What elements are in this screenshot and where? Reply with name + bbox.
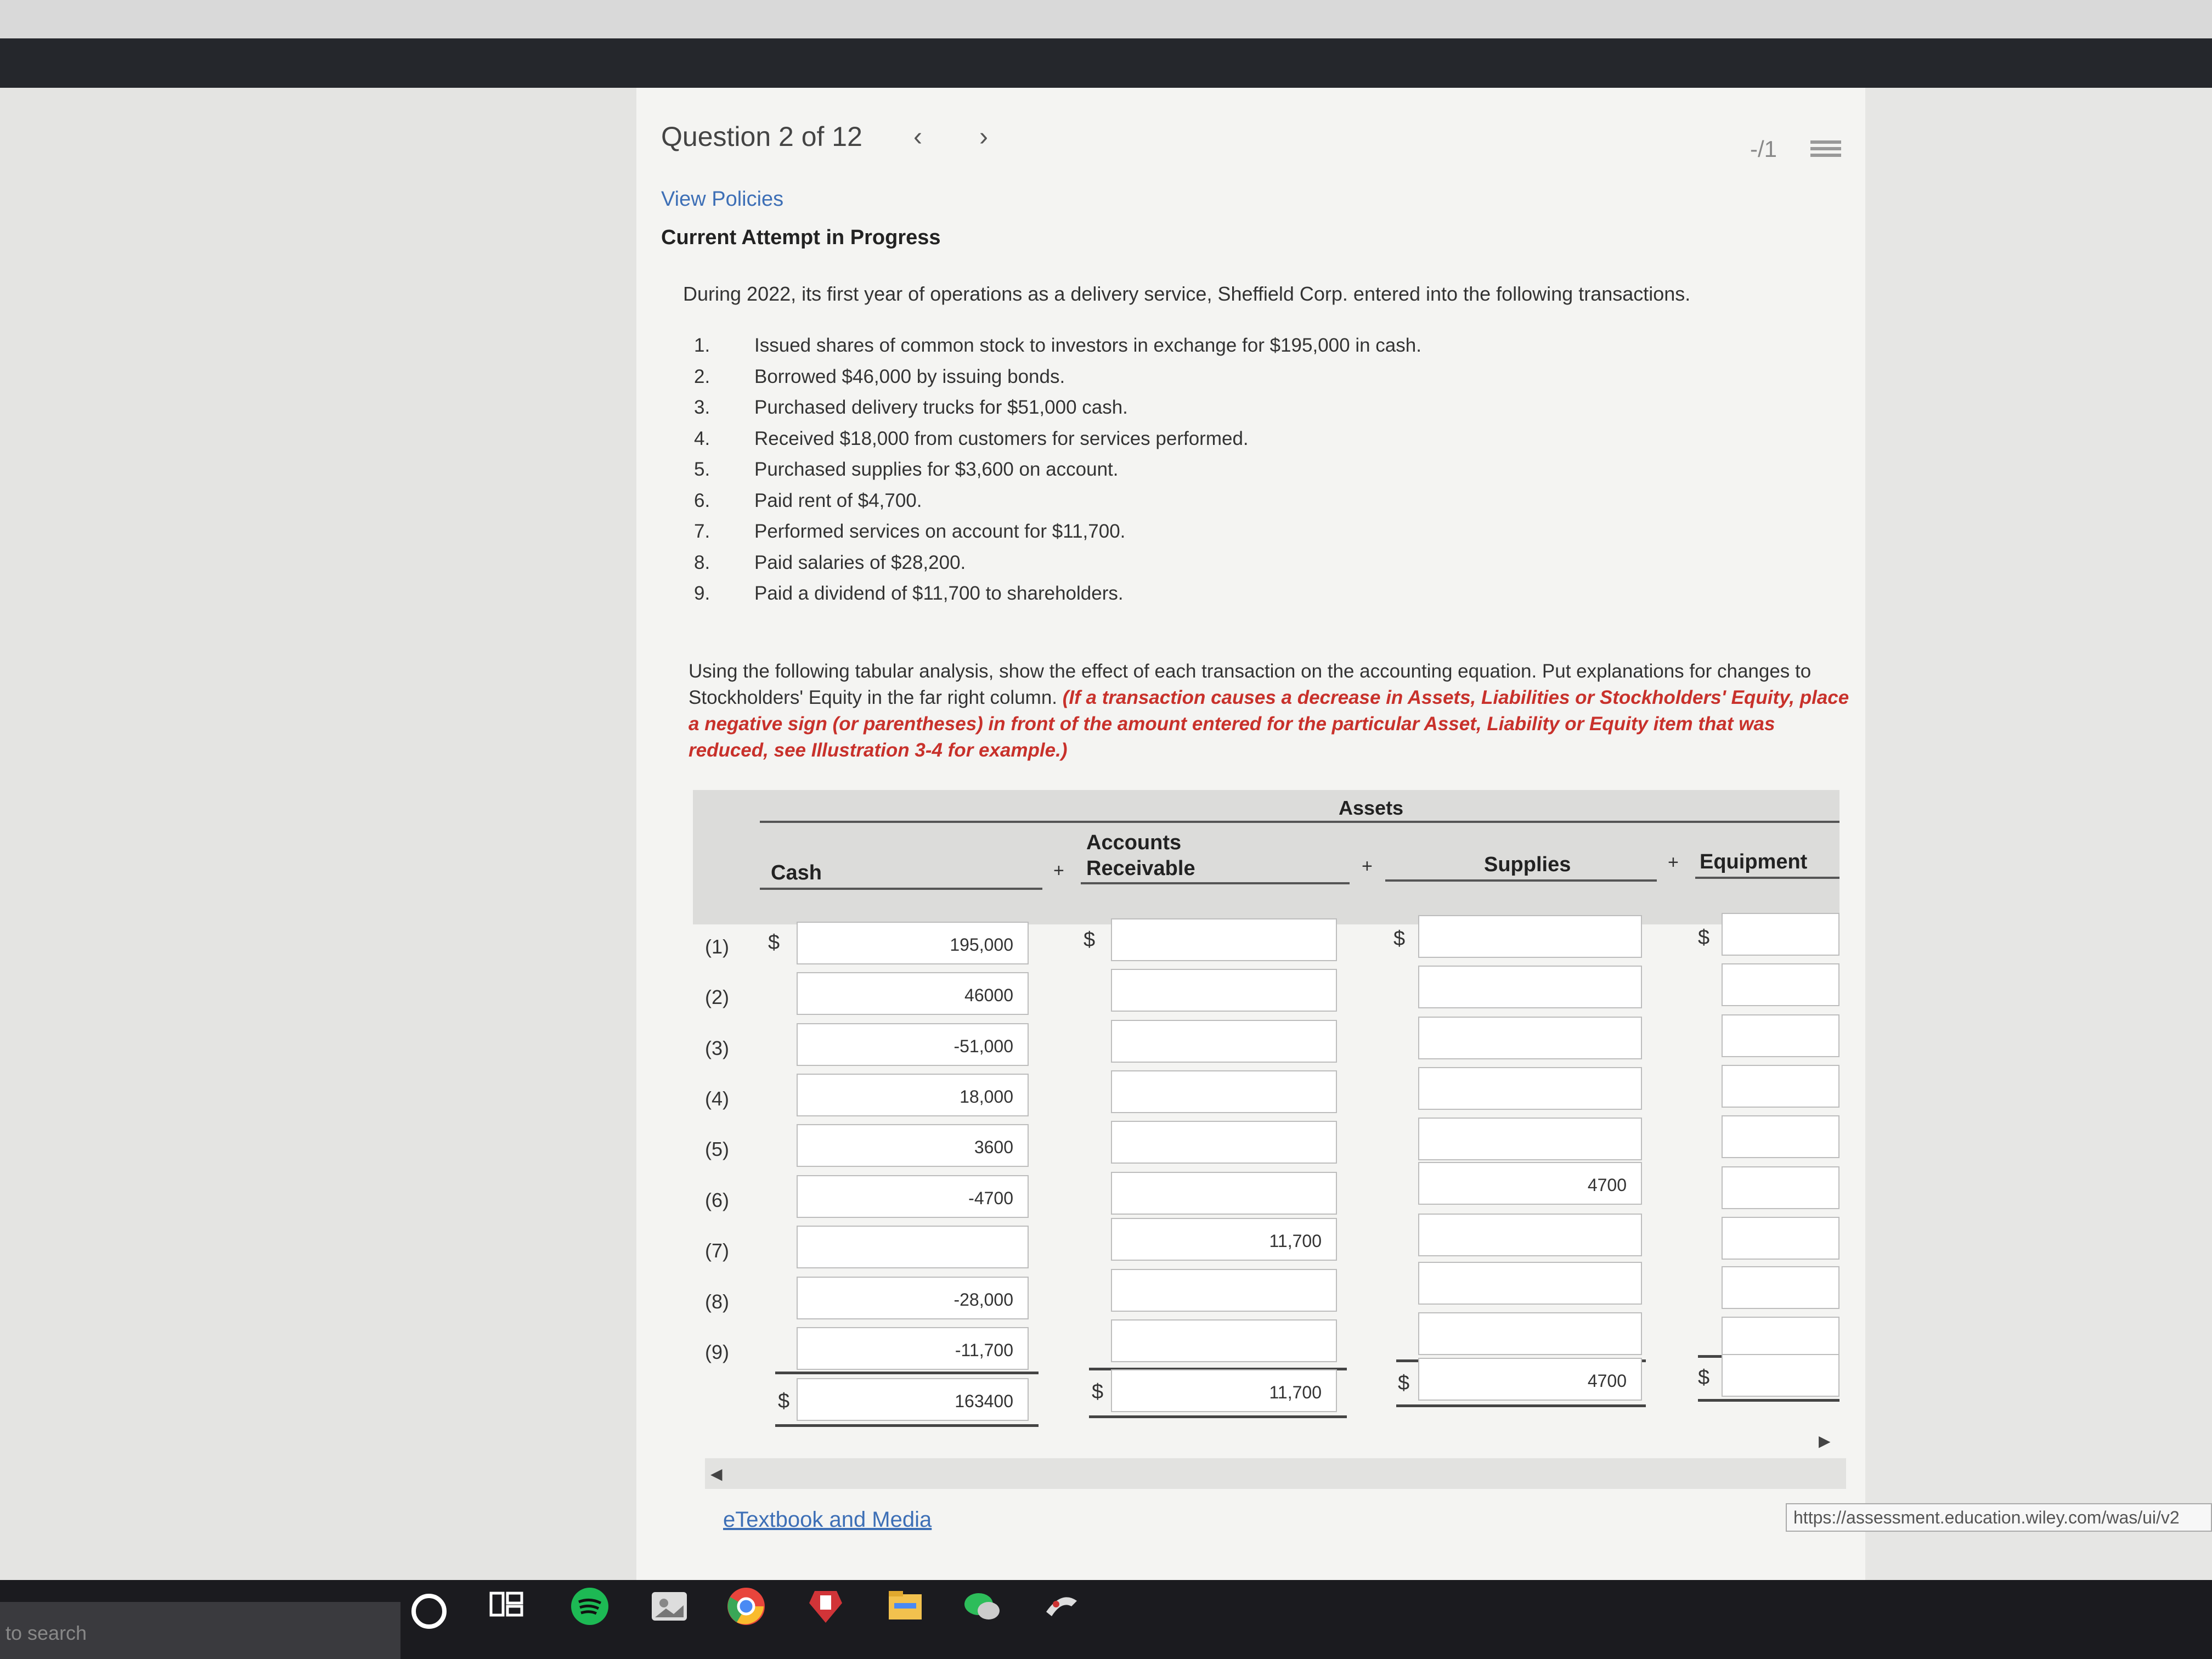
list-item: 2. Borrowed $46,000 by issuing bonds. bbox=[694, 365, 1065, 387]
prev-question-button[interactable]: ‹ bbox=[913, 122, 922, 151]
cash-input[interactable]: -51,000 bbox=[797, 1023, 1029, 1066]
row-label: (6) bbox=[705, 1189, 729, 1211]
equipment-input[interactable] bbox=[1722, 1065, 1839, 1108]
question-label: Question 2 of 12 bbox=[661, 121, 862, 152]
row-label: (2) bbox=[705, 986, 729, 1008]
ar-input[interactable] bbox=[1111, 1121, 1337, 1164]
supplies-input[interactable] bbox=[1418, 1214, 1642, 1256]
cash-input[interactable]: 195,000 bbox=[797, 922, 1029, 964]
right-pane bbox=[1865, 88, 2212, 1580]
dollar-sign: $ bbox=[1092, 1380, 1104, 1403]
task-view-icon[interactable] bbox=[486, 1584, 529, 1628]
cash-input[interactable]: 46000 bbox=[797, 972, 1029, 1015]
supplies-input[interactable]: 4700 bbox=[1418, 1162, 1642, 1205]
cash-input[interactable]: 3600 bbox=[797, 1124, 1029, 1167]
dollar-sign: $ bbox=[768, 931, 780, 954]
supplies-input[interactable] bbox=[1418, 1312, 1642, 1355]
dollar-sign: $ bbox=[778, 1390, 790, 1413]
total-double-rule bbox=[775, 1424, 1039, 1427]
list-item: 1. Issued shares of common stock to investors in exchange for $195,000 in cash. bbox=[694, 335, 1421, 356]
taskbar-search[interactable]: to search bbox=[0, 1602, 400, 1659]
spotify-icon[interactable] bbox=[568, 1584, 612, 1628]
list-item: 7. Performed services on account for $11,700. bbox=[694, 521, 1126, 542]
row-label: (4) bbox=[705, 1087, 729, 1110]
messaging-icon[interactable] bbox=[960, 1584, 1004, 1628]
equipment-header: Equipment bbox=[1700, 850, 1808, 873]
cash-input[interactable]: -4700 bbox=[797, 1175, 1029, 1218]
ar-input[interactable]: 11,700 bbox=[1111, 1218, 1337, 1261]
dollar-sign: $ bbox=[1398, 1372, 1410, 1395]
assets-rule bbox=[760, 821, 1839, 823]
office-icon[interactable] bbox=[804, 1584, 848, 1628]
row-label: (3) bbox=[705, 1037, 729, 1059]
dollar-sign: $ bbox=[1698, 926, 1710, 949]
score-display: -/1 bbox=[1750, 136, 1778, 162]
dollar-sign: $ bbox=[1084, 928, 1096, 951]
list-item: 9. Paid a dividend of $11,700 to shareholders. bbox=[694, 583, 1124, 604]
cash-input[interactable]: 18,000 bbox=[797, 1074, 1029, 1116]
cortana-icon[interactable] bbox=[411, 1594, 447, 1629]
supplies-input[interactable] bbox=[1418, 1262, 1642, 1305]
supplies-header: Supplies bbox=[1484, 853, 1571, 876]
ar-total: 11,700 bbox=[1111, 1369, 1337, 1412]
supplies-header-rule bbox=[1385, 879, 1657, 882]
question-list-icon[interactable] bbox=[1810, 137, 1841, 165]
ar-input[interactable] bbox=[1111, 1269, 1337, 1312]
file-explorer-icon[interactable] bbox=[883, 1584, 927, 1628]
supplies-input[interactable] bbox=[1418, 966, 1642, 1008]
dollar-sign: $ bbox=[1393, 927, 1406, 950]
supplies-total: 4700 bbox=[1418, 1358, 1642, 1401]
scroll-right-icon[interactable]: ▶ bbox=[1819, 1432, 1831, 1449]
equipment-input[interactable] bbox=[1722, 1166, 1839, 1209]
list-item: 6. Paid rent of $4,700. bbox=[694, 489, 922, 511]
cash-total: 163400 bbox=[797, 1378, 1029, 1421]
chrome-icon[interactable] bbox=[724, 1584, 768, 1628]
browser-dark-bar bbox=[0, 38, 2212, 88]
status-url: https://assessment.education.wiley.com/was/ui/v2 bbox=[1786, 1503, 2212, 1532]
row-label: (5) bbox=[705, 1138, 729, 1160]
ar-input[interactable] bbox=[1111, 1070, 1337, 1113]
equipment-total bbox=[1722, 1354, 1839, 1397]
row-label: (8) bbox=[705, 1290, 729, 1313]
cash-header-rule bbox=[760, 888, 1042, 890]
cash-input[interactable] bbox=[797, 1226, 1029, 1268]
app-icon[interactable] bbox=[1040, 1584, 1084, 1628]
total-double-rule bbox=[1089, 1415, 1347, 1418]
supplies-input[interactable] bbox=[1418, 915, 1642, 958]
question-intro: During 2022, its first year of operations as a delivery service, Sheffield Corp. entered into the following transactions. bbox=[683, 283, 1691, 305]
plus-sign: + bbox=[1668, 852, 1679, 873]
supplies-input[interactable] bbox=[1418, 1067, 1642, 1110]
cash-input[interactable]: -28,000 bbox=[797, 1277, 1029, 1319]
ar-input[interactable] bbox=[1111, 1319, 1337, 1362]
ar-input[interactable] bbox=[1111, 918, 1337, 961]
total-double-rule bbox=[1396, 1404, 1646, 1407]
scroll-left-icon[interactable]: ◀ bbox=[710, 1465, 723, 1482]
left-pane bbox=[0, 88, 636, 1580]
plus-sign: + bbox=[1362, 856, 1373, 877]
browser-top-bar bbox=[0, 0, 2212, 38]
next-question-button[interactable]: › bbox=[979, 122, 988, 151]
total-double-rule bbox=[1698, 1399, 1839, 1402]
assets-group-title: Assets bbox=[1339, 797, 1404, 819]
equipment-input[interactable] bbox=[1722, 1014, 1839, 1057]
instructions bbox=[689, 658, 1852, 764]
equipment-input[interactable] bbox=[1722, 1317, 1839, 1359]
equipment-input[interactable] bbox=[1722, 1115, 1839, 1158]
equipment-input[interactable] bbox=[1722, 913, 1839, 956]
etextbook-link[interactable]: eTextbook and Media bbox=[723, 1508, 932, 1532]
transaction-list bbox=[694, 335, 1421, 614]
ar-header-rule bbox=[1081, 882, 1350, 884]
ar-header-line1: Accounts bbox=[1086, 831, 1182, 854]
photos-icon[interactable] bbox=[647, 1584, 691, 1628]
list-item: 8. Paid salaries of $28,200. bbox=[694, 551, 966, 573]
ar-header-line2: Receivable bbox=[1086, 857, 1195, 880]
equipment-input[interactable] bbox=[1722, 963, 1839, 1006]
cash-input[interactable]: -11,700 bbox=[797, 1327, 1029, 1370]
equipment-header-rule bbox=[1695, 877, 1839, 879]
view-policies-link[interactable]: View Policies bbox=[661, 188, 784, 211]
instructions-note: (If a transaction causes a decrease in Assets, Liabilities or Stockholders' Equity, place a negative sign (or parentheses) in front of the amount entered for the particular Asset, Liability or Equity item that was reduced, see Illustration 3-4 for example.) bbox=[689, 687, 1849, 761]
list-item: 5. Purchased supplies for $3,600 on account. bbox=[694, 459, 1119, 480]
row-label: (9) bbox=[705, 1341, 729, 1363]
list-item: 3. Purchased delivery trucks for $51,000 cash. bbox=[694, 397, 1128, 418]
attempt-status: Current Attempt in Progress bbox=[661, 226, 941, 249]
equipment-input[interactable] bbox=[1722, 1266, 1839, 1309]
horizontal-scrollbar[interactable] bbox=[705, 1458, 1846, 1489]
cash-header: Cash bbox=[771, 861, 822, 884]
supplies-input[interactable] bbox=[1418, 1017, 1642, 1059]
dollar-sign: $ bbox=[1698, 1366, 1710, 1389]
ar-input[interactable] bbox=[1111, 1020, 1337, 1063]
supplies-input[interactable] bbox=[1418, 1118, 1642, 1160]
row-label: (1) bbox=[705, 935, 729, 958]
list-item: 4. Received $18,000 from customers for services performed. bbox=[694, 427, 1249, 449]
instructions-main: Using the following tabular analysis, show the effect of each transaction on the accounting equation. Put explanations for changes to Stockholders' Equity in the far right column. bbox=[689, 661, 1812, 708]
plus-sign: + bbox=[1053, 860, 1064, 881]
ar-input[interactable] bbox=[1111, 969, 1337, 1012]
equipment-input[interactable] bbox=[1722, 1217, 1839, 1260]
total-rule bbox=[775, 1372, 1039, 1374]
row-label: (7) bbox=[705, 1239, 729, 1262]
ar-input[interactable] bbox=[1111, 1172, 1337, 1215]
